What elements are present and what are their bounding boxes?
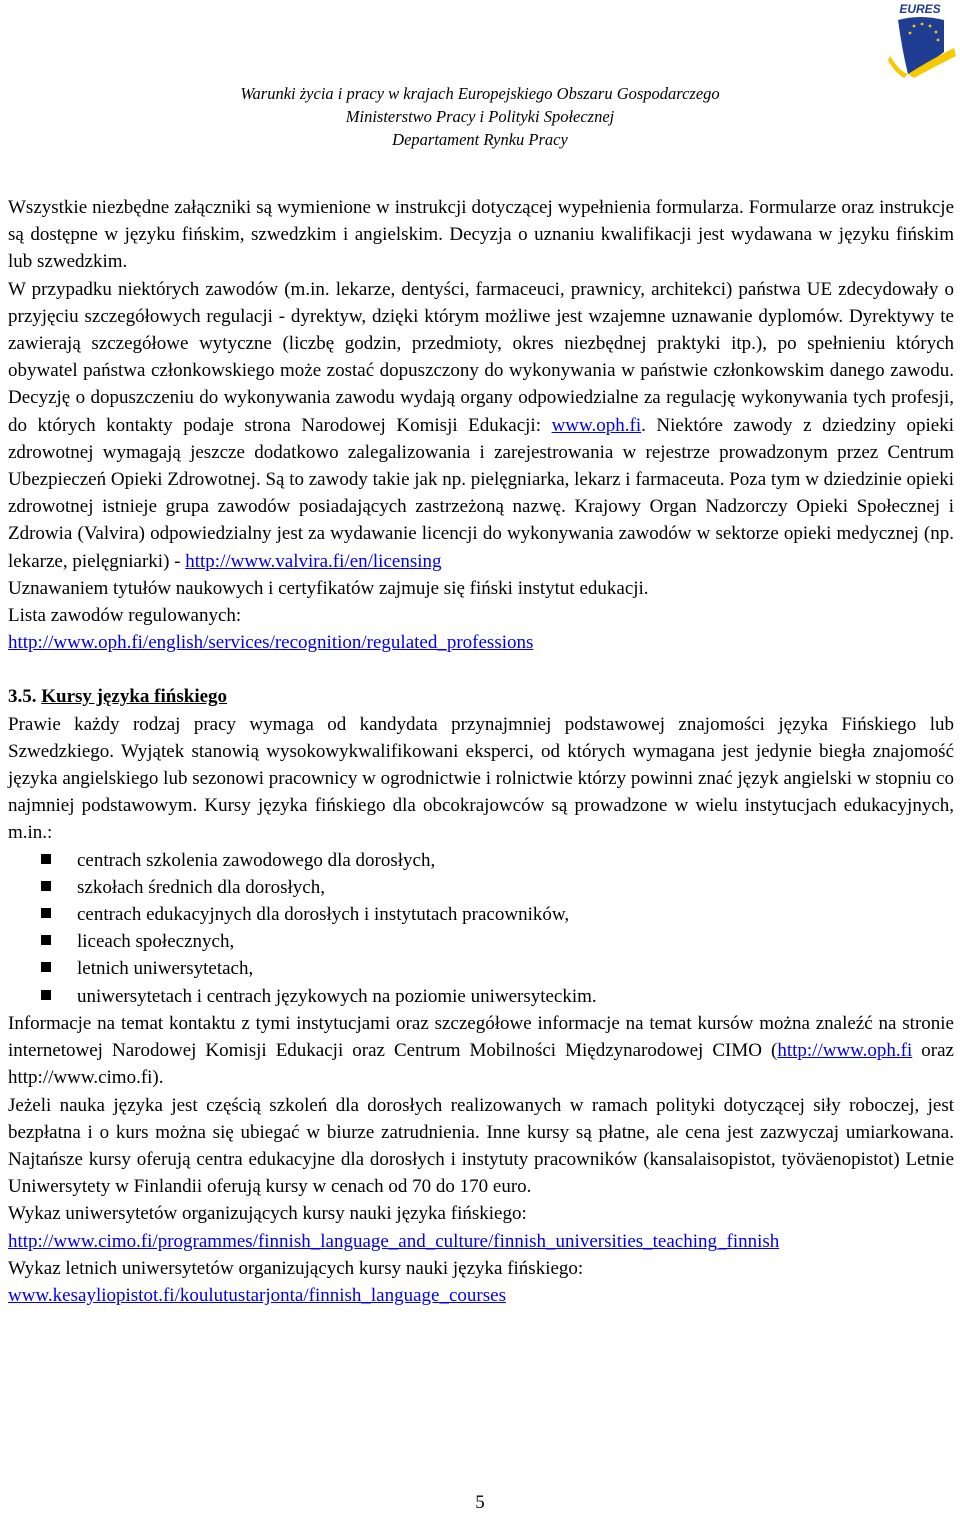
paragraph-recognition: Uznawaniem tytułów naukowych i certyfikatów zajmuje się fiński instytut edukacji. — [8, 577, 649, 599]
regulated-professions-paragraph — [8, 629, 954, 656]
section-heading — [8, 683, 954, 710]
section-title: Kursy języka fińskiego — [41, 686, 228, 708]
paragraph-universities-list: Wykaz uniwersytetów organizujących kursy nauki języka fińskiego: — [8, 1203, 527, 1225]
cimo-paragraph — [8, 1228, 954, 1255]
kesayliopistot-link[interactable]: www.kesayliopistot.fi/koulutustarjonta/finnish_language_courses — [8, 1284, 506, 1306]
valvira-link[interactable]: http://www.valvira.fi/en/licensing — [185, 550, 442, 572]
spacer — [8, 656, 954, 683]
oph-link[interactable]: www.oph.fi — [551, 414, 642, 436]
header-line-1: Warunki życia i pracy w krajach Europejskiego Obszaru Gospodarczego — [240, 84, 720, 103]
paragraph-directives — [8, 276, 954, 575]
list-item: centrach szkolenia zawodowego dla dorosłych, — [8, 847, 954, 874]
list-item: liceach społecznych, — [8, 928, 954, 955]
paragraph-language-requirements: Prawie każdy rodzaj pracy wymaga od kandydata przynajmniej podstawowej znajomości języka Fińskiego lub Szwedzkiego. Wyjątek stanowią wysokowykwalifikowani eksperci, od których wymagana jest jedynie biegła znajomość języka angielskiego lub sezonowi pracownicy w ogrodnictwie i rolnictwie którzy powinni znać język angielski w stopniu co najmniej podstawowym. Kursy języka fińskiego dla obcokrajowców są prowadzone w wielu instytucjach edukacyjnych, m.in.: — [8, 713, 954, 844]
paragraph-contact-info — [8, 1010, 954, 1092]
document-header — [0, 82, 960, 151]
list-item: centrach edukacyjnych dla dorosłych i instytutach pracowników, — [8, 901, 954, 928]
institution-list — [8, 847, 954, 1010]
paragraph-directives-text: W przypadku niektórych zawodów (m.in. lekarze, dentyści, farmaceuci, prawnicy, architekci) państwa UE zdecydowały o przyjęciu szczegółowych regulacji - dyrektyw, dzięki którym możliwe jest wzajemne uznawanie dyplomów. Dyrektywy te zawierają szczegółowe wytyczne (liczbę godzin, przedmioty, okres niezbędnej praktyki itp.), po spełnieniu których obywatel państwa członkowskiego może zostać dopuszczony do wykonywania w państwie członkowskim danego zawodu. Decyzję o dopuszczeniu do wykonywania zawodu wydają organy odpowiedzialne za regulację wykonywania tych profesji, do których kontakty podaje strona Narodowej Komisji Edukacji: — [8, 278, 954, 436]
header-line-2: Ministerstwo Pracy i Polityki Społecznej — [345, 107, 615, 126]
paragraph-attachments: Wszystkie niezbędne załączniki są wymienione w instrukcji dotyczącej wypełnienia formularza. Formularze oraz instrukcje są dostępne w języku fińskim, szwedzkim i angielskim. Decyzja o uznaniu kwalifikacji jest wydawana w języku fińskim lub szwedzkim. — [8, 197, 954, 273]
paragraph-course-costs: Jeżeli nauka języka jest częścią szkoleń dla dorosłych realizowanych w ramach polityki dotyczącej siły roboczej, jest bezpłatna i o kurs można się ubiegać w biurze zatrudnienia. Inne kursy są płatne, ale cena jest zazwyczaj umiarkowana. Najtańsze kursy oferują centra edukacyjne dla dorosłych i instytuty pracowników (kansalaisopistot, työväenopistot) Letnie Uniwersytety w Finlandii oferują kursy w cenach od 70 do 170 euro. — [8, 1094, 954, 1198]
header-line-3: Departament Rynku Pracy — [392, 130, 568, 149]
regulated-professions-link[interactable]: http://www.oph.fi/english/services/recognition/regulated_professions — [8, 632, 534, 654]
section-number: 3.5. — [8, 686, 37, 708]
oph-link-2[interactable]: http://www.oph.fi — [777, 1040, 913, 1062]
kesayliopistot-paragraph — [8, 1282, 954, 1309]
list-item: letnich uniwersytetach, — [8, 955, 954, 982]
list-item: szkołach średnich dla dorosłych, — [8, 874, 954, 901]
list-item: uniwersytetach i centrach językowych na poziomie uniwersyteckim. — [8, 983, 954, 1010]
paragraph-contact-text: Informacje na temat kontaktu z tymi instytucjami oraz szczegółowe informacje na temat kursów można znaleźć na stronie internetowej Narodowej Komisji Edukacji oraz Centrum Mobilności Międzynarodowej CIMO ( — [8, 1012, 954, 1062]
cimo-link[interactable]: http://www.cimo.fi/programmes/finnish_language_and_culture/finnish_universities_teaching_finnish — [8, 1230, 780, 1252]
paragraph-summer-universities: Wykaz letnich uniwersytetów organizujących kursy nauki języka fińskiego: — [8, 1257, 584, 1279]
document-body — [8, 194, 954, 1309]
paragraph-regulated-list: Lista zawodów regulowanych: — [8, 605, 242, 627]
paragraph-contact-text-2: oraz http://www.cimo.fi). — [8, 1040, 954, 1089]
page-number: 5 — [475, 1492, 485, 1513]
paragraph-directives-text-2: . Niektóre zawody z dziedziny opieki zdrowotnej wymagają jeszcze dodatkowo zalegalizowania i zarejestrowania w rejestrze prowadzonym przez Centrum Ubezpieczeń Opieki Zdrowotnej. Są to zawody takie jak np. pielęgniarka, lekarz i farmaceuta. Poza tym w dziedzinie opieki zdrowotnej istnieje grupa zawodów posiadających zastrzeżoną nazwę. Krajowy Organ Nadzorczy Opieki Społecznej i Zdrowia (Valvira) odpowiedzialny jest za wydawanie licencji do wykonywania zawodów w sektorze opieki medycznej (np. lekarze, pielęgniarki) - — [8, 414, 955, 572]
eures-logo — [880, 0, 960, 80]
logo-text: EURES — [899, 2, 941, 16]
